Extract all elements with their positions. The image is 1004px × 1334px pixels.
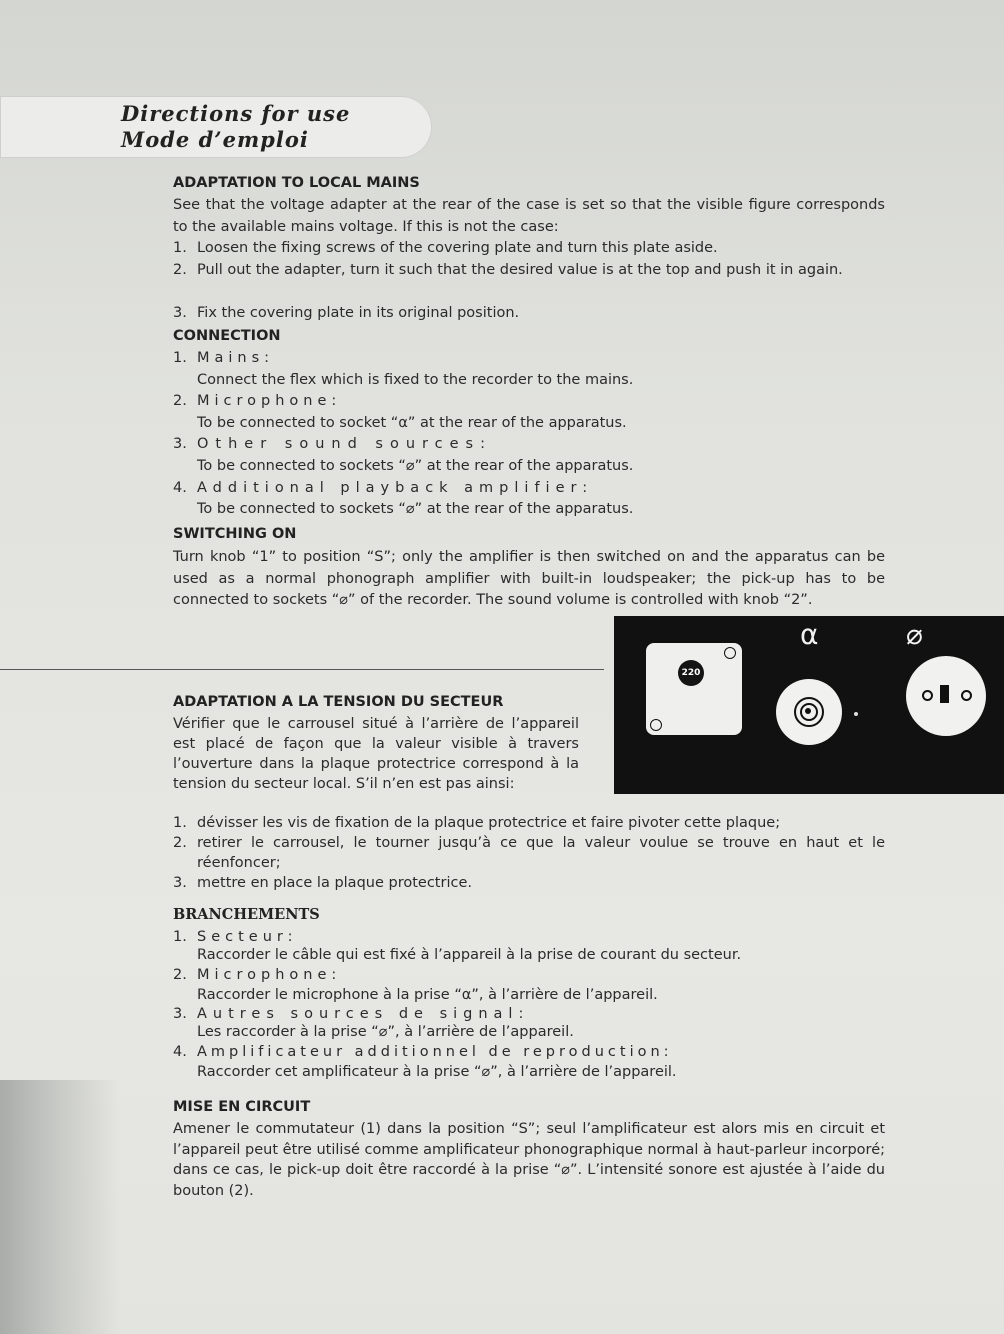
item-text: Raccorder le microphone à la prise “⍺”, à l’arrière de l’appareil. (197, 987, 658, 1003)
heading-connection: CONNECTION (173, 328, 281, 344)
item-label: Microphone: (197, 967, 342, 983)
step-number: 1. (173, 240, 187, 256)
item-label: Mains: (197, 350, 275, 366)
item-label: Autres sources de signal: (197, 1006, 530, 1022)
step-text: Loosen the fixing screws of the covering plate and turn this plate aside. (197, 240, 718, 256)
mise-en-circuit-text: Amener le commutateur (1) dans la position “S”; seul l’amplificateur est alors mis en circuit et l’appareil peut être utilisé comme amplificateur phonographique normal à haut-parleur incorporé; dans ce cas, le pick-up doit être raccordé à la prise “⌀”. L’intensité sonore est ajustée à l’aide du bouton (2). (173, 1121, 885, 1199)
step-text: retirer le carrousel, le tourner jusqu’à ce que la valeur voulue se trouve en haut et le réenfoncer; (197, 835, 885, 871)
rear-panel-illustration (614, 616, 1004, 794)
aux-socket-symbol: ⌀ (906, 618, 923, 651)
heading-switching: SWITCHING ON (173, 526, 297, 542)
step-number: 2. (173, 262, 187, 278)
item-label: Secteur: (197, 929, 298, 945)
socket-pin-icon (805, 708, 811, 714)
screw-hole (650, 719, 662, 731)
item-text: Raccorder cet amplificateur à la prise “⌀”, à l’arrière de l’appareil. (197, 1064, 677, 1080)
item-number: 3. (173, 436, 187, 452)
heading-branchements: BRANCHEMENTS (173, 906, 320, 923)
item-number: 4. (173, 1044, 187, 1060)
microphone-symbol: ⍺ (800, 618, 819, 651)
item-text: To be connected to sockets “⌀” at the rear of the apparatus. (197, 458, 634, 474)
step-text: mettre en place la plaque protectrice. (197, 875, 472, 891)
switching-text: Turn knob “1” to position “S”; only the amplifier is then switched on and the apparatus can be used as a normal phonograph amplifier with built-in loudspeaker; the pick-up has to be connected to sockets “⌀” of the recorder. The sound volume is controlled with knob “2”. (173, 549, 885, 608)
step-number: 3. (173, 305, 187, 321)
item-text: Raccorder le câble qui est fixé à l’appareil à la prise de courant du secteur. (197, 947, 742, 963)
item-label: Amplificateur additionnel de reproduction: (197, 1044, 673, 1060)
screw-hole (724, 647, 736, 659)
item-number: 2. (173, 393, 187, 409)
adaptation-intro: See that the voltage adapter at the rear of the case is set so that the visible figure corresponds to the available mains voltage. If this is not the case: (173, 197, 885, 235)
item-text: Connect the flex which is fixed to the recorder to the mains. (197, 372, 634, 388)
voltage-value: 220 (678, 660, 704, 686)
step-text: dévisser les vis de fixation de la plaque protectrice et faire pivoter cette plaque; (197, 815, 781, 831)
socket-pin-icon (961, 690, 972, 701)
item-number: 4. (173, 480, 187, 496)
item-number: 3. (173, 1006, 187, 1022)
item-number: 2. (173, 967, 187, 983)
item-text: To be connected to socket “⍺” at the rear of the apparatus. (197, 415, 627, 431)
step-number: 3. (173, 875, 187, 891)
socket-pin-icon (922, 690, 933, 701)
heading-adaptation-fr: ADAPTATION A LA TENSION DU SECTEUR (173, 694, 504, 710)
item-text: Les raccorder à la prise “⌀”, à l’arrière de l’appareil. (197, 1024, 574, 1040)
heading-adaptation: ADAPTATION TO LOCAL MAINS (173, 175, 420, 191)
step-text: Pull out the adapter, turn it such that the desired value is at the top and push it in again. (197, 262, 843, 278)
title-french: Mode d’emploi (121, 127, 309, 152)
step-text: Fix the covering plate in its original position. (197, 305, 520, 321)
step-number: 2. (173, 835, 187, 851)
socket-slot-icon (940, 685, 949, 703)
adaptation-intro-fr: Vérifier que le carrousel situé à l’arrière de l’appareil est placé de façon que la valeur visible à travers l’ouverture dans la plaque protectrice correspond à la tension du secteur local. S’il n’en est pas ainsi: (173, 716, 579, 792)
item-number: 1. (173, 350, 187, 366)
item-label: Microphone: (197, 393, 342, 409)
item-number: 1. (173, 929, 187, 945)
voltage-adapter-plate (646, 643, 742, 735)
page-edge-shadow (0, 1080, 120, 1334)
title-english: Directions for use (121, 101, 351, 126)
microphone-socket (776, 679, 842, 745)
heading-mise-en-circuit: MISE EN CIRCUIT (173, 1099, 311, 1115)
item-text: To be connected to sockets “⌀” at the rear of the apparatus. (197, 501, 634, 517)
step-number: 1. (173, 815, 187, 831)
mounting-dot (854, 712, 858, 716)
section-divider (0, 669, 604, 670)
item-label: Other sound sources: (197, 436, 492, 452)
item-label: Additional playback amplifier: (197, 480, 594, 496)
aux-socket (906, 656, 986, 736)
